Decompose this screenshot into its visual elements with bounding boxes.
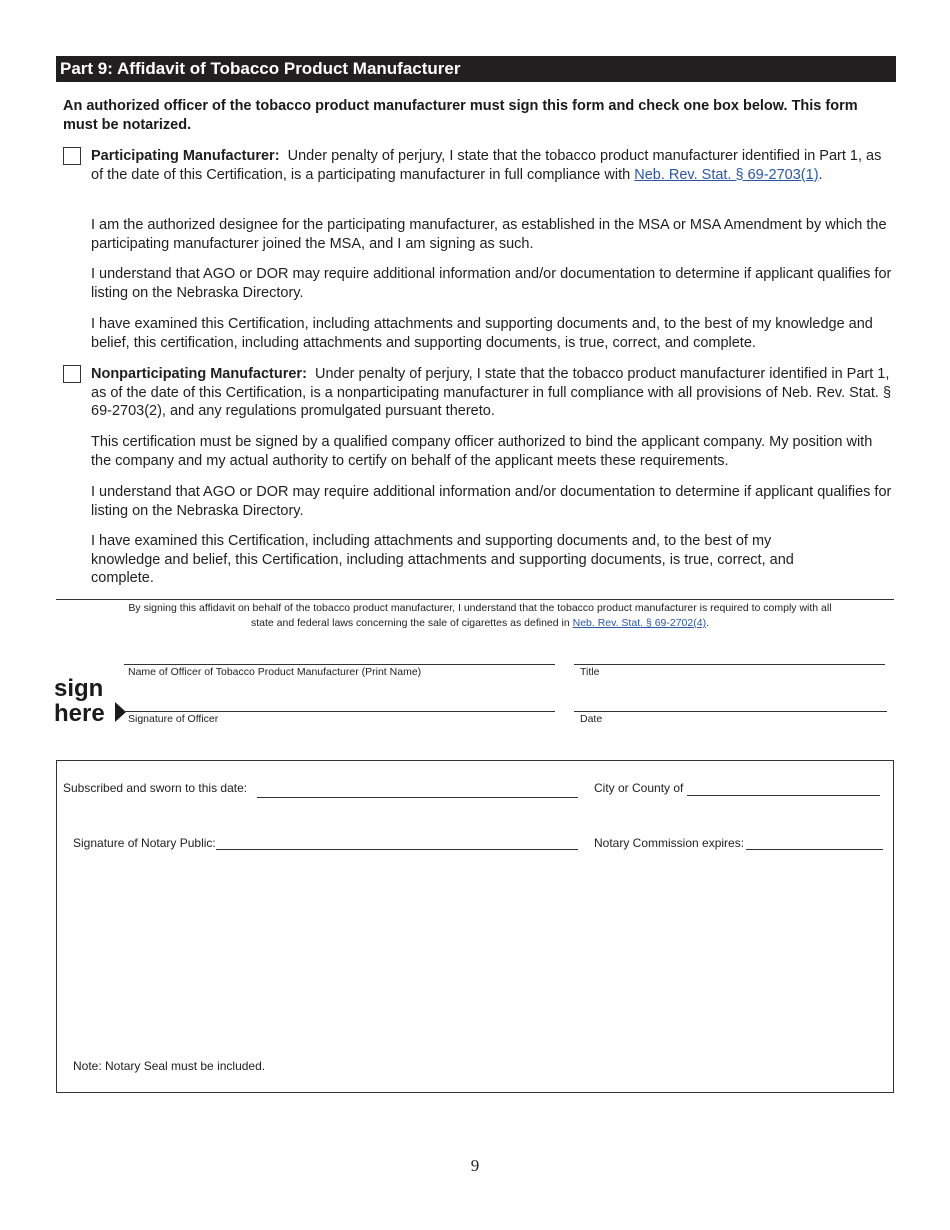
officer-name-label: Name of Officer of Tobacco Product Manufacturer (Print Name) [128,666,422,678]
participating-para-4: I have examined this Certification, including attachments and supporting documents and, to the best of my knowledge and belief, this certification, including attachments and supporting documents, is true, correct, and complete. [91,316,873,351]
separator-line [56,599,894,600]
officer-signature-label: Signature of Officer [128,713,219,725]
participating-heading: Participating Manufacturer: [91,148,280,164]
nonparticipating-statement [91,365,893,421]
section-header: Part 9: Affidavit of Tobacco Product Manufacturer [56,56,896,82]
affirmation-text: By signing this affidavit on behalf of the tobacco product manufacturer, I understand that the tobacco product manufacturer is required to comply with all state and federal laws concerning the sale of cigarettes as defined in Neb. Rev. Stat. § 69-2702(4). [128,602,832,629]
sworn-date-label: Subscribed and sworn to this date: [63,781,248,795]
sign-here-arrow-icon [115,702,126,722]
sign-here-marker: sign here [54,675,105,727]
nonparticipating-para-2: This certification must be signed by a qualified company officer authorized to bind the applicant company. My position with the company and my actual authority to certify on behalf of the applicant meets these requirements. [91,434,873,469]
date-label: Date [580,713,603,725]
officer-signature-line[interactable] [124,711,555,712]
nonparticipating-para-4: I have examined this Certification, including attachments and supporting documents and, to the best of my knowledge and belief, this Certification, including attachments and supporting documents, is true, correct, and complete. [91,533,794,586]
title-label: Title [580,666,600,678]
nonparticipating-heading: Nonparticipating Manufacturer: [91,366,307,382]
city-county-label: City or County of [594,781,684,795]
commission-expires-label: Notary Commission expires: [594,836,745,850]
nonparticipating-text: Under penalty of perjury, I state that the tobacco product manufacturer identified in Part 1, as of the date of this Certification, is a nonparticipating manufacturer in full compliance with all provisions of Neb. Rev. Stat. § 69-2703(2), and any regulations promulgated pursuant thereto. [91,366,892,419]
officer-name-line[interactable] [124,664,555,665]
participating-para-2: I am the authorized designee for the participating manufacturer, as established in the MSA or MSA Amendment by which the participating manufacturer joined the MSA, and I am signing as such. [91,217,887,252]
instructions: An authorized officer of the tobacco product manufacturer must sign this form and check one box below. This form must be notarized. [63,98,858,133]
city-county-line[interactable] [687,795,880,796]
nonparticipating-manufacturer-checkbox[interactable] [63,365,81,383]
date-line[interactable] [574,711,887,712]
participating-statement: Participating Manufacturer: Under penalty of perjury, I state that the tobacco product manufacturer identified in Part 1, as of the date of this Certification, is a participating manufacturer in full compliance with Neb. Rev. Stat. § 69-2703(1). [91,148,882,183]
commission-expires-line[interactable] [746,849,883,850]
participating-manufacturer-checkbox[interactable] [63,147,81,165]
sworn-date-line[interactable] [257,797,578,798]
statute-link-69-2702-4[interactable]: Neb. Rev. Stat. § 69-2702(4) [572,617,707,629]
page-number: 9 [470,1156,480,1175]
title-line[interactable] [574,664,885,665]
participating-para-3: I understand that AGO or DOR may require additional information and/or documentation to determine if applicant qualifies for listing on the Nebraska Directory. [91,266,892,301]
notary-section [56,760,894,1093]
statute-link-69-2703-1[interactable]: Neb. Rev. Stat. § 69-2703(1) [634,166,819,183]
notary-signature-line[interactable] [216,849,578,850]
participating-text: Under penalty of perjury, I state that the tobacco product manufacturer identified in Part 1, as of the date of this Certification, is a participating manufacturer in full compliance with [91,148,882,183]
notary-seal-note: Note: Notary Seal must be included. [73,1059,266,1073]
notary-signature-label: Signature of Notary Public: [73,836,216,850]
nonparticipating-para-3: I understand that AGO or DOR may require additional information and/or documentation to determine if applicant qualifies for listing on the Nebraska Directory. [91,484,892,519]
